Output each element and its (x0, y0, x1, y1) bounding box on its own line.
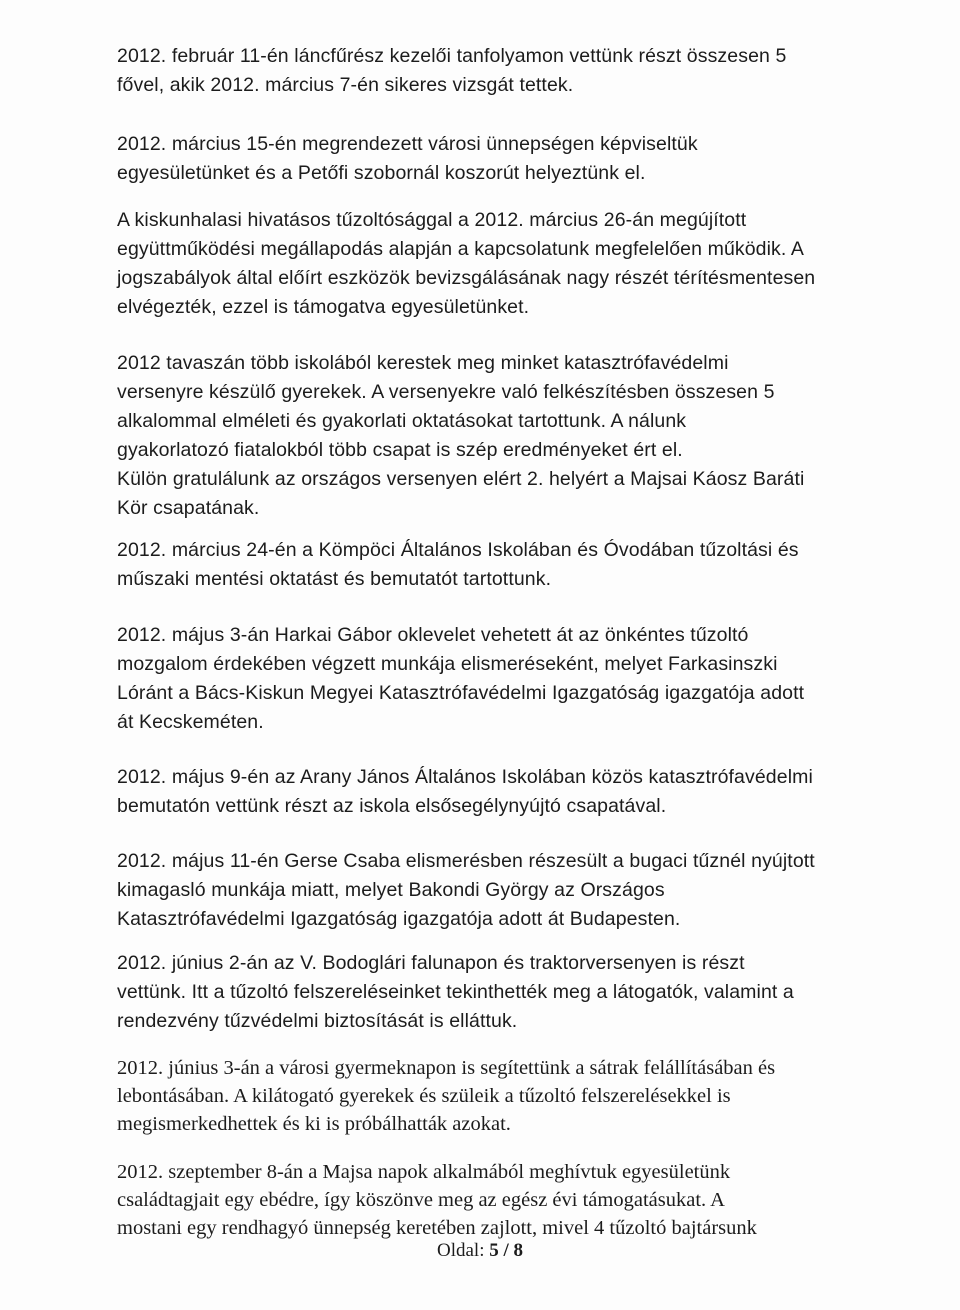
paragraph (117, 847, 857, 934)
paragraph-line: 2012. március 24-én a Kömpöci Általános Iskolában és Óvodában tűzoltási és (117, 539, 799, 561)
paragraph (117, 206, 857, 322)
paragraph-line: versenyre készülő gyerekek. A versenyekre való felkészítésben összesen 5 (117, 381, 775, 403)
paragraph-line: Katasztrófavédelmi Igazgatóság igazgatója adott át Budapesten. (117, 908, 681, 930)
paragraph-line: 2012. február 11-én láncfűrész kezelői tanfolyamon vettünk részt összesen 5 (117, 45, 787, 67)
paragraph-line: egyesületünket és a Petőfi szobornál koszorút helyeztünk el. (117, 162, 646, 184)
paragraph-line: 2012. március 15-én megrendezett városi ünnepségen képviseltük (117, 133, 698, 155)
paragraph-line: kimagasló munkája miatt, melyet Bakondi György az Országos (117, 879, 665, 901)
paragraph-line: rendezvény tűzvédelmi biztosítását is elláttuk. (117, 1010, 518, 1032)
paragraph (117, 621, 857, 737)
current-page-number: 5 (489, 1240, 499, 1261)
paragraph-line: jogszabályok által előírt eszközök bevizsgálásának nagy részét térítésmentesen (117, 267, 816, 289)
page-footer (0, 1240, 960, 1262)
paragraph-line: együttműködési megállapodás alapján a kapcsolatunk megfelelően működik. A (117, 238, 804, 260)
paragraph-line: 2012 tavaszán több iskolából kerestek meg minket katasztrófavédelmi (117, 352, 729, 374)
paragraph (117, 349, 857, 523)
paragraph-line: 2012. május 11-én Gerse Csaba elismerésben részesült a bugaci tűznél nyújtott (117, 850, 815, 872)
paragraph-line: mostani egy rendhagyó ünnepség keretében zajlott, mivel 4 tűzoltó bajtársunk (117, 1217, 757, 1239)
paragraph (117, 763, 857, 821)
paragraph (117, 949, 857, 1036)
page-separator: / (503, 1240, 509, 1261)
paragraph-line: Külön gratulálunk az országos versenyen elért 2. helyért a Majsai Káosz Baráti (117, 468, 805, 490)
paragraph (117, 1054, 857, 1138)
paragraph-line: elvégezték, ezzel is támogatva egyesületünket. (117, 296, 530, 318)
paragraph-line: alkalommal elméleti és gyakorlati oktatásokat tartottunk. A nálunk (117, 410, 687, 432)
paragraph-line: 2012. június 2-án az V. Bodoglári falunapon és traktorversenyen is részt (117, 952, 745, 974)
paragraph-line: 2012. június 3-án a városi gyermeknapon is segítettünk a sátrak felállításában és (117, 1057, 776, 1079)
paragraph-line: bemutatón vettünk részt az iskola elsősegélynyújtó csapatával. (117, 795, 667, 817)
paragraph (117, 130, 857, 188)
total-page-count: 8 (513, 1240, 524, 1261)
paragraph-line: vettünk. Itt a tűzoltó felszereléseinket tekinthették meg a látogatók, valamint a (117, 981, 794, 1003)
paragraph (117, 536, 857, 594)
paragraph-line: megismerkedhettek és ki is próbálhatták azokat. (117, 1113, 511, 1135)
paragraph-line: Kör csapatának. (117, 497, 260, 519)
paragraph (117, 42, 857, 100)
paragraph-line: lebontásában. A kilátogató gyerekek és szüleik a tűzoltó felszerelésekkel is (117, 1085, 731, 1107)
paragraph-line: műszaki mentési oktatást és bemutatót tartottunk. (117, 568, 552, 590)
paragraph-line: családtagjait egy ebédre, így köszönve meg az egész évi támogatásukat. A (117, 1189, 725, 1211)
paragraph-line: A kiskunhalasi hivatásos tűzoltósággal a 2012. március 26-án megújított (117, 209, 747, 231)
paragraph-line: gyakorlatozó fiatalokból több csapat is szép eredményeket ért el. (117, 439, 683, 461)
paragraph-line: fővel, akik 2012. március 7-én sikeres vizsgát tettek. (117, 74, 574, 96)
paragraph-line: 2012. május 9-én az Arany János Általános Iskolában közös katasztrófavédelmi (117, 766, 813, 788)
paragraph-line: 2012. május 3-án Harkai Gábor oklevelet vehetett át az önkéntes tűzoltó (117, 624, 749, 646)
paragraph-line: Lóránt a Bács-Kiskun Megyei Katasztrófavédelmi Igazgatóság igazgatója adott (117, 682, 805, 704)
paragraph-line: mozgalom érdekében végzett munkája elismeréseként, melyet Farkasinszki (117, 653, 778, 675)
footer-label: Oldal: (436, 1240, 485, 1261)
paragraph-line: 2012. szeptember 8-án a Majsa napok alkalmából meghívtuk egyesületünk (117, 1161, 731, 1183)
paragraph-line: át Kecskeméten. (117, 711, 264, 733)
paragraph (117, 1158, 857, 1242)
